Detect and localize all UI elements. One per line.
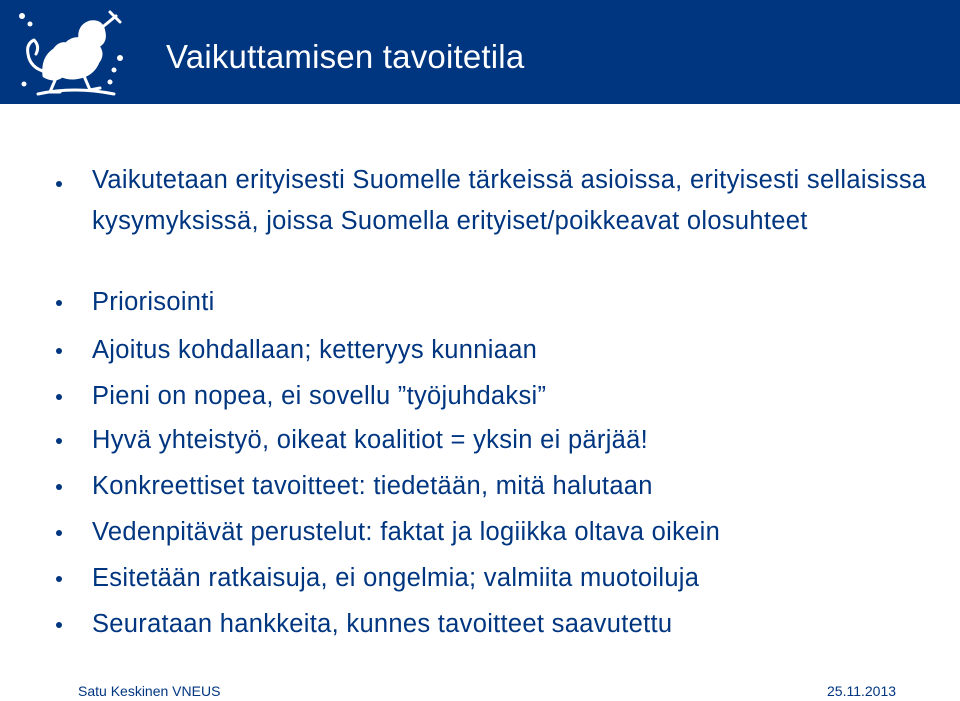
- bullet-dot-icon: [56, 530, 62, 536]
- bullet-text: Ajoitus kohdallaan; ketteryys kunniaan: [92, 336, 538, 364]
- bullet-text: Konkreettiset tavoitteet: tiedetään, mitä halutaan: [92, 472, 653, 500]
- bullet-text: Vaikutetaan erityisesti Suomelle tärkeissä asioissa, erityisesti sellaisissa kysymyksissä, joissa Suomella erityiset/poikkeavat olosuhteet: [92, 166, 927, 235]
- bullet-text: Seurataan hankkeita, kunnes tavoitteet saavutettu: [92, 610, 673, 638]
- bullet-text: Priorisointi: [92, 288, 215, 316]
- footer-author: Satu Keskinen VNEUS: [78, 683, 221, 699]
- bullet-dot-icon: [56, 300, 62, 306]
- footer-date: 25.11.2013: [827, 683, 897, 699]
- bullet-text: Esitetään ratkaisuja, ei ongelmia; valmiita muotoiluja: [92, 564, 700, 592]
- bullet-dot-icon: [56, 348, 62, 354]
- bullet-dot-icon: [56, 394, 62, 400]
- bullet-text: Pieni on nopea, ei sovellu ”työjuhdaksi”: [92, 382, 547, 410]
- bullet-dot-icon: [56, 622, 62, 628]
- bullet-dot-icon: [56, 576, 62, 582]
- bullet-text: Hyvä yhteistyö, oikeat koalitiot = yksin ei pärjää!: [92, 426, 649, 454]
- slide-title: Vaikuttamisen tavoitetila: [166, 38, 525, 75]
- bullet-text: Vedenpitävät perustelut: faktat ja logiikka oltava oikein: [92, 518, 721, 546]
- bullet-dot-icon: [56, 181, 62, 187]
- bullet-dot-icon: [56, 484, 62, 490]
- bullet-dot-icon: [56, 438, 62, 444]
